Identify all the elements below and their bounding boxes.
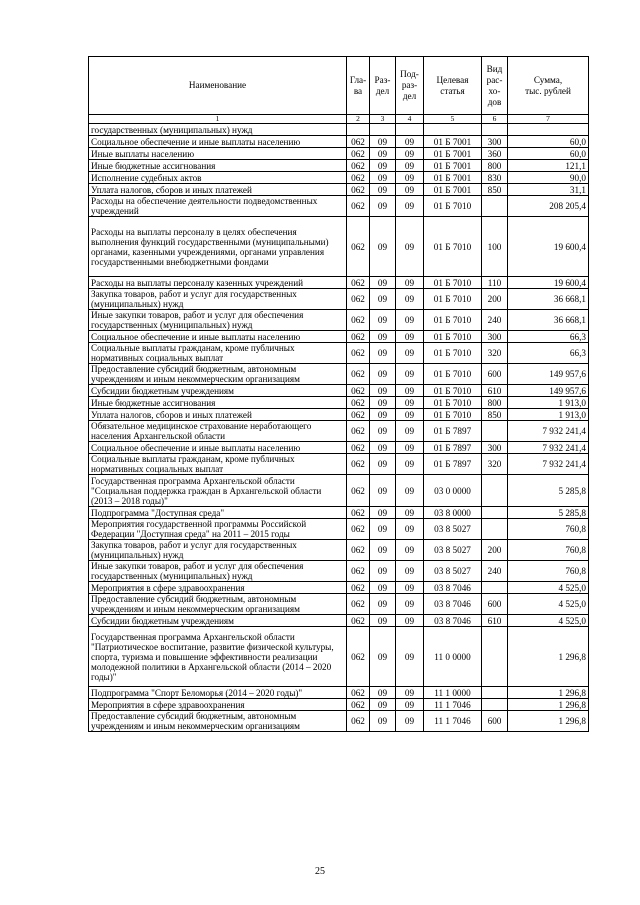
table-row <box>89 160 589 172</box>
row-target-article: 03 8 7046 <box>424 582 482 594</box>
row-target-article: 11 1 7046 <box>424 711 482 732</box>
row-subsection: 09 <box>396 217 424 277</box>
row-target-article: 01 Б 7001 <box>424 172 482 184</box>
row-name: Субсидии бюджетным учреждениям <box>89 385 347 397</box>
row-expense-kind: 200 <box>482 289 508 310</box>
row-chapter: 062 <box>347 475 370 507</box>
row-expense-kind: 600 <box>482 594 508 615</box>
row-section: 09 <box>370 289 396 310</box>
row-section: 09 <box>370 385 396 397</box>
row-expense-kind: 240 <box>482 310 508 331</box>
row-section: 09 <box>370 421 396 442</box>
row-chapter: 062 <box>347 699 370 711</box>
row-target-article: 01 Б 7010 <box>424 310 482 331</box>
row-name: Мероприятия государственной программы Российской Федерации "Доступная среда" на 2011 – 2015 годы <box>89 519 347 540</box>
row-section: 09 <box>370 148 396 160</box>
row-subsection: 09 <box>396 172 424 184</box>
row-section: 09 <box>370 615 396 627</box>
row-name: Социальное обеспечение и иные выплаты населению <box>89 331 347 343</box>
row-chapter: 062 <box>347 136 370 148</box>
row-name: Мероприятия в сфере здравоохранения <box>89 582 347 594</box>
row-target-article <box>424 124 482 136</box>
row-section: 09 <box>370 196 396 217</box>
row-target-article: 01 Б 7010 <box>424 289 482 310</box>
row-expense-kind <box>482 627 508 687</box>
row-subsection: 09 <box>396 699 424 711</box>
row-subsection: 09 <box>396 364 424 385</box>
row-sum: 1 296,8 <box>508 699 589 711</box>
table-row <box>89 343 589 364</box>
row-chapter: 062 <box>347 196 370 217</box>
row-expense-kind: 600 <box>482 364 508 385</box>
row-sum: 60,0 <box>508 148 589 160</box>
header-section: Раз- дел <box>370 57 396 115</box>
row-sum: 760,8 <box>508 540 589 561</box>
row-section: 09 <box>370 507 396 519</box>
row-expense-kind: 600 <box>482 711 508 732</box>
row-name: государственных (муниципальных) нужд <box>89 124 347 136</box>
row-section: 09 <box>370 711 396 732</box>
table-row <box>89 454 589 475</box>
row-target-article: 01 Б 7001 <box>424 136 482 148</box>
row-section: 09 <box>370 687 396 699</box>
column-number: 4 <box>396 115 424 124</box>
row-target-article: 01 Б 7010 <box>424 385 482 397</box>
row-name: Предоставление субсидий бюджетным, автономным учреждениям и иным некоммерческим организациям <box>89 711 347 732</box>
table-row <box>89 289 589 310</box>
row-subsection: 09 <box>396 507 424 519</box>
row-target-article: 11 1 0000 <box>424 687 482 699</box>
row-section: 09 <box>370 364 396 385</box>
row-name: Иные закупки товаров, работ и услуг для обеспечения государственных (муниципальных) нужд <box>89 310 347 331</box>
column-number: 6 <box>482 115 508 124</box>
row-section: 09 <box>370 343 396 364</box>
row-expense-kind: 610 <box>482 615 508 627</box>
row-name: Расходы на выплаты персоналу в целях обеспечения выполнения функций государственными (муниципальными) органами, казенными учреждениями, органами управления государственными внебюджетными фондами <box>89 217 347 277</box>
row-name: Расходы на обеспечение деятельности подведомственных учреждений <box>89 196 347 217</box>
row-expense-kind <box>482 687 508 699</box>
row-target-article: 01 Б 7010 <box>424 217 482 277</box>
row-name: Иные бюджетные ассигнования <box>89 160 347 172</box>
row-name: Иные закупки товаров, работ и услуг для обеспечения государственных (муниципальных) нужд <box>89 561 347 582</box>
row-expense-kind: 240 <box>482 561 508 582</box>
table-row <box>89 385 589 397</box>
table-row <box>89 148 589 160</box>
row-sum: 4 525,0 <box>508 582 589 594</box>
row-target-article: 01 Б 7010 <box>424 409 482 421</box>
table-row <box>89 409 589 421</box>
row-chapter: 062 <box>347 561 370 582</box>
row-sum <box>508 124 589 136</box>
table-row <box>89 310 589 331</box>
row-subsection <box>396 124 424 136</box>
row-section <box>370 124 396 136</box>
header-target-article: Целевая статья <box>424 57 482 115</box>
row-chapter: 062 <box>347 594 370 615</box>
row-expense-kind <box>482 475 508 507</box>
table-row <box>89 711 589 732</box>
row-chapter: 062 <box>347 397 370 409</box>
row-sum: 5 285,8 <box>508 475 589 507</box>
table-row <box>89 519 589 540</box>
row-subsection: 09 <box>396 331 424 343</box>
row-section: 09 <box>370 475 396 507</box>
row-subsection: 09 <box>396 148 424 160</box>
row-target-article: 11 0 0000 <box>424 627 482 687</box>
row-name: Закупка товаров, работ и услуг для государственных (муниципальных) нужд <box>89 289 347 310</box>
row-expense-kind <box>482 124 508 136</box>
row-name: Социальные выплаты гражданам, кроме публичных нормативных социальных выплат <box>89 343 347 364</box>
row-expense-kind: 610 <box>482 385 508 397</box>
header-chapter: Гла- ва <box>347 57 370 115</box>
table-row <box>89 421 589 442</box>
row-expense-kind: 200 <box>482 540 508 561</box>
row-sum: 1 913,0 <box>508 409 589 421</box>
row-sum: 760,8 <box>508 519 589 540</box>
row-target-article: 01 Б 7010 <box>424 277 482 289</box>
row-section: 09 <box>370 561 396 582</box>
table-body <box>89 124 589 732</box>
row-subsection: 09 <box>396 627 424 687</box>
row-subsection: 09 <box>396 409 424 421</box>
row-target-article: 03 0 0000 <box>424 475 482 507</box>
table-row <box>89 184 589 196</box>
row-chapter: 062 <box>347 711 370 732</box>
table-row <box>89 217 589 277</box>
row-section: 09 <box>370 627 396 687</box>
row-sum: 19 600,4 <box>508 217 589 277</box>
row-sum: 1 913,0 <box>508 397 589 409</box>
row-chapter: 062 <box>347 454 370 475</box>
row-sum: 7 932 241,4 <box>508 454 589 475</box>
table-row <box>89 136 589 148</box>
row-chapter: 062 <box>347 615 370 627</box>
row-name: Социальное обеспечение и иные выплаты населению <box>89 442 347 454</box>
row-sum: 1 296,8 <box>508 687 589 699</box>
row-target-article: 01 Б 7010 <box>424 397 482 409</box>
row-subsection: 09 <box>396 475 424 507</box>
budget-table <box>88 56 589 732</box>
row-subsection: 09 <box>396 136 424 148</box>
page-number: 25 <box>315 866 325 877</box>
row-chapter: 062 <box>347 442 370 454</box>
header-expense-kind: Вид рас- хо- дов <box>482 57 508 115</box>
row-section: 09 <box>370 519 396 540</box>
row-sum: 760,8 <box>508 561 589 582</box>
row-name: Предоставление субсидий бюджетным, автономным учреждениям и иным некоммерческим организациям <box>89 594 347 615</box>
row-target-article: 01 Б 7010 <box>424 364 482 385</box>
row-target-article: 03 8 0000 <box>424 507 482 519</box>
row-name: Предоставление субсидий бюджетным, автономным учреждениям и иным некоммерческим организациям <box>89 364 347 385</box>
row-sum: 121,1 <box>508 160 589 172</box>
row-subsection: 09 <box>396 711 424 732</box>
row-section: 09 <box>370 397 396 409</box>
row-expense-kind <box>482 507 508 519</box>
row-target-article: 01 Б 7897 <box>424 421 482 442</box>
row-chapter: 062 <box>347 343 370 364</box>
row-section: 09 <box>370 310 396 331</box>
row-expense-kind: 100 <box>482 217 508 277</box>
row-expense-kind: 320 <box>482 343 508 364</box>
row-sum: 36 668,1 <box>508 310 589 331</box>
row-subsection: 09 <box>396 397 424 409</box>
row-name: Социальные выплаты гражданам, кроме публичных нормативных социальных выплат <box>89 454 347 475</box>
row-chapter: 062 <box>347 331 370 343</box>
row-name: Подпрограмма "Спорт Беломорья (2014 – 2020 годы)" <box>89 687 347 699</box>
row-section: 09 <box>370 217 396 277</box>
row-chapter: 062 <box>347 540 370 561</box>
row-chapter: 062 <box>347 364 370 385</box>
row-target-article: 03 8 7046 <box>424 615 482 627</box>
row-expense-kind: 300 <box>482 442 508 454</box>
row-expense-kind: 830 <box>482 172 508 184</box>
row-sum: 66,3 <box>508 331 589 343</box>
table-row <box>89 699 589 711</box>
row-section: 09 <box>370 699 396 711</box>
table-row <box>89 475 589 507</box>
table-row <box>89 172 589 184</box>
row-name: Государственная программа Архангельской области "Патриотическое воспитание, развитие физической культуры, спорта, туризма и повышение эффективности реализации молодежной политики в Архангельской области (2014 – 2020 годы)" <box>89 627 347 687</box>
row-chapter: 062 <box>347 409 370 421</box>
row-chapter: 062 <box>347 507 370 519</box>
table-row <box>89 124 589 136</box>
row-sum: 208 205,4 <box>508 196 589 217</box>
row-name: Иные выплаты населению <box>89 148 347 160</box>
row-section: 09 <box>370 582 396 594</box>
row-target-article: 01 Б 7010 <box>424 343 482 364</box>
row-section: 09 <box>370 442 396 454</box>
row-subsection: 09 <box>396 687 424 699</box>
row-subsection: 09 <box>396 615 424 627</box>
header-sum: Сумма, тыс. рублей <box>508 57 589 115</box>
row-subsection: 09 <box>396 454 424 475</box>
table-row <box>89 594 589 615</box>
row-subsection: 09 <box>396 561 424 582</box>
row-chapter <box>347 124 370 136</box>
row-expense-kind: 320 <box>482 454 508 475</box>
row-sum: 149 957,6 <box>508 385 589 397</box>
table-row <box>89 582 589 594</box>
row-chapter: 062 <box>347 184 370 196</box>
row-target-article: 03 8 5027 <box>424 540 482 561</box>
row-sum: 60,0 <box>508 136 589 148</box>
row-expense-kind: 300 <box>482 136 508 148</box>
row-section: 09 <box>370 277 396 289</box>
row-name: Расходы на выплаты персоналу казенных учреждений <box>89 277 347 289</box>
row-subsection: 09 <box>396 310 424 331</box>
table-row <box>89 442 589 454</box>
row-subsection: 09 <box>396 196 424 217</box>
row-target-article: 01 Б 7897 <box>424 454 482 475</box>
header-subsection: Под- раз- дел <box>396 57 424 115</box>
row-expense-kind: 110 <box>482 277 508 289</box>
row-sum: 66,3 <box>508 343 589 364</box>
row-subsection: 09 <box>396 277 424 289</box>
row-sum: 19 600,4 <box>508 277 589 289</box>
row-subsection: 09 <box>396 160 424 172</box>
row-name: Иные бюджетные ассигнования <box>89 397 347 409</box>
row-chapter: 062 <box>347 160 370 172</box>
row-name: Обязательное медицинское страхование неработающего населения Архангельской области <box>89 421 347 442</box>
row-target-article: 01 Б 7001 <box>424 160 482 172</box>
row-chapter: 062 <box>347 289 370 310</box>
row-sum: 36 668,1 <box>508 289 589 310</box>
row-target-article: 03 8 7046 <box>424 594 482 615</box>
row-chapter: 062 <box>347 310 370 331</box>
row-sum: 7 932 241,4 <box>508 421 589 442</box>
table-row <box>89 196 589 217</box>
row-chapter: 062 <box>347 148 370 160</box>
row-target-article: 01 Б 7897 <box>424 442 482 454</box>
row-chapter: 062 <box>347 217 370 277</box>
column-number: 1 <box>89 115 347 124</box>
row-sum: 4 525,0 <box>508 594 589 615</box>
row-subsection: 09 <box>396 289 424 310</box>
row-name: Закупка товаров, работ и услуг для государственных (муниципальных) нужд <box>89 540 347 561</box>
header-row <box>89 57 589 115</box>
table-row <box>89 687 589 699</box>
row-expense-kind: 850 <box>482 184 508 196</box>
row-name: Государственная программа Архангельской области "Социальная поддержка граждан в Архангельской области (2013 – 2018 годы)" <box>89 475 347 507</box>
row-name: Социальное обеспечение и иные выплаты населению <box>89 136 347 148</box>
row-expense-kind <box>482 196 508 217</box>
row-name: Уплата налогов, сборов и иных платежей <box>89 409 347 421</box>
row-target-article: 11 1 7046 <box>424 699 482 711</box>
row-target-article: 01 Б 7010 <box>424 331 482 343</box>
row-expense-kind: 300 <box>482 331 508 343</box>
column-number-row <box>89 115 589 124</box>
row-sum: 5 285,8 <box>508 507 589 519</box>
row-section: 09 <box>370 184 396 196</box>
row-sum: 1 296,8 <box>508 627 589 687</box>
table-row <box>89 561 589 582</box>
row-sum: 149 957,6 <box>508 364 589 385</box>
row-section: 09 <box>370 454 396 475</box>
row-name: Уплата налогов, сборов и иных платежей <box>89 184 347 196</box>
row-expense-kind: 850 <box>482 409 508 421</box>
row-subsection: 09 <box>396 385 424 397</box>
row-name: Подпрограмма "Доступная среда" <box>89 507 347 519</box>
row-chapter: 062 <box>347 421 370 442</box>
row-subsection: 09 <box>396 540 424 561</box>
row-section: 09 <box>370 594 396 615</box>
row-section: 09 <box>370 160 396 172</box>
row-target-article: 03 8 5027 <box>424 561 482 582</box>
row-expense-kind: 360 <box>482 148 508 160</box>
row-chapter: 062 <box>347 687 370 699</box>
table-row <box>89 540 589 561</box>
row-target-article: 03 8 5027 <box>424 519 482 540</box>
row-subsection: 09 <box>396 519 424 540</box>
row-chapter: 062 <box>347 582 370 594</box>
row-sum: 90,0 <box>508 172 589 184</box>
table-row <box>89 397 589 409</box>
row-chapter: 062 <box>347 385 370 397</box>
row-name: Субсидии бюджетным учреждениям <box>89 615 347 627</box>
row-target-article: 01 Б 7001 <box>424 148 482 160</box>
row-expense-kind <box>482 582 508 594</box>
row-subsection: 09 <box>396 442 424 454</box>
row-subsection: 09 <box>396 184 424 196</box>
row-expense-kind <box>482 519 508 540</box>
row-name: Исполнение судебных актов <box>89 172 347 184</box>
table-row <box>89 615 589 627</box>
row-chapter: 062 <box>347 627 370 687</box>
row-name: Мероприятия в сфере здравоохранения <box>89 699 347 711</box>
row-section: 09 <box>370 172 396 184</box>
row-target-article: 01 Б 7010 <box>424 196 482 217</box>
column-number: 7 <box>508 115 589 124</box>
row-sum: 4 525,0 <box>508 615 589 627</box>
row-target-article: 01 Б 7001 <box>424 184 482 196</box>
row-expense-kind <box>482 699 508 711</box>
row-subsection: 09 <box>396 421 424 442</box>
table-row <box>89 627 589 687</box>
row-chapter: 062 <box>347 519 370 540</box>
table-row <box>89 277 589 289</box>
row-section: 09 <box>370 409 396 421</box>
row-section: 09 <box>370 136 396 148</box>
row-chapter: 062 <box>347 277 370 289</box>
header-name: Наименование <box>89 57 347 115</box>
row-subsection: 09 <box>396 594 424 615</box>
row-expense-kind <box>482 421 508 442</box>
row-section: 09 <box>370 331 396 343</box>
row-expense-kind: 800 <box>482 160 508 172</box>
column-number: 3 <box>370 115 396 124</box>
row-subsection: 09 <box>396 343 424 364</box>
table-row <box>89 331 589 343</box>
row-subsection: 09 <box>396 582 424 594</box>
row-chapter: 062 <box>347 172 370 184</box>
row-section: 09 <box>370 540 396 561</box>
table-row <box>89 507 589 519</box>
row-sum: 31,1 <box>508 184 589 196</box>
column-number: 5 <box>424 115 482 124</box>
row-sum: 1 296,8 <box>508 711 589 732</box>
column-number: 2 <box>347 115 370 124</box>
row-expense-kind: 800 <box>482 397 508 409</box>
row-sum: 7 932 241,4 <box>508 442 589 454</box>
table-row <box>89 364 589 385</box>
